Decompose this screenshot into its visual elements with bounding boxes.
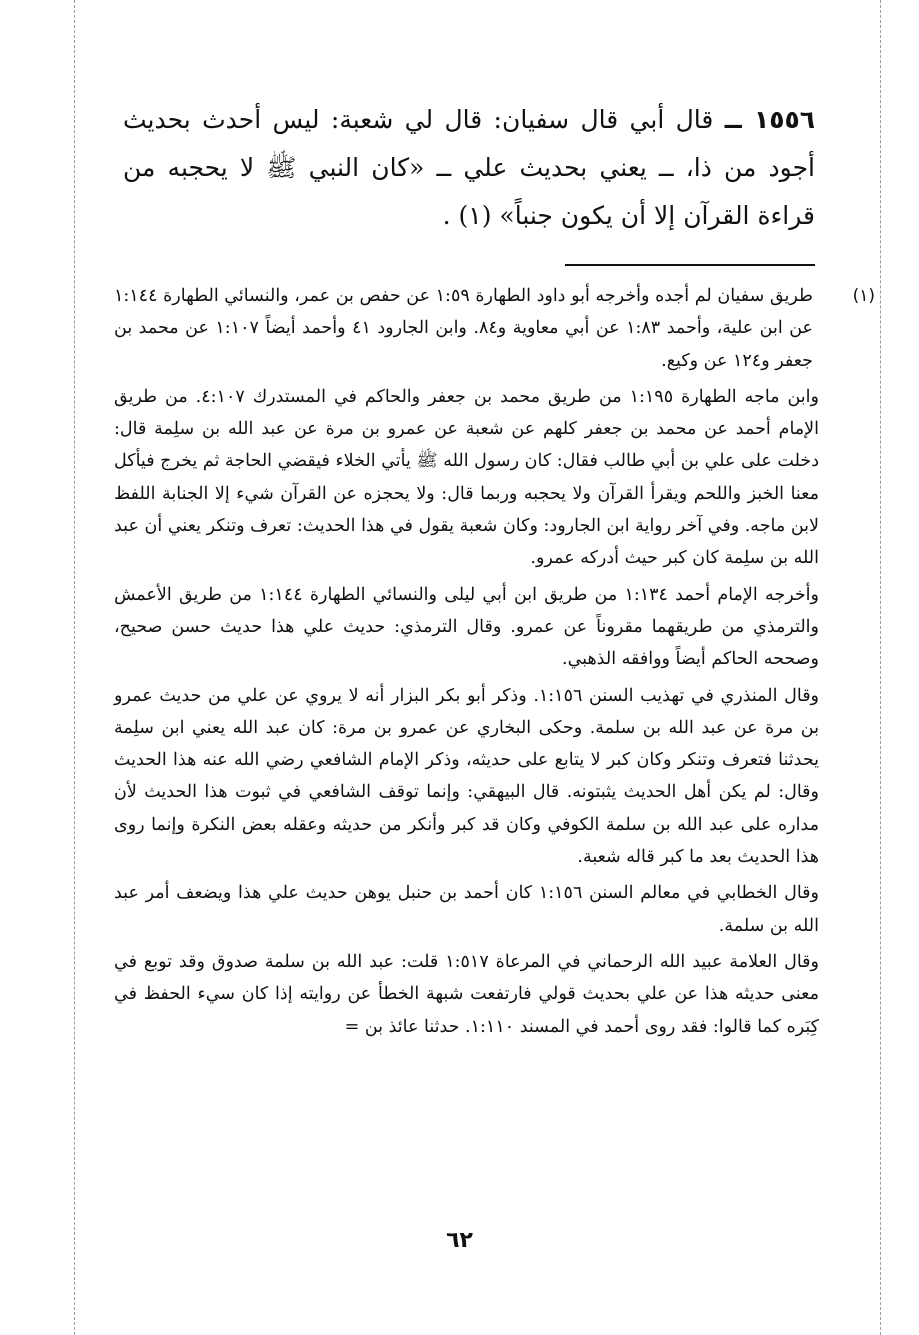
footnote-marker: (١)	[852, 286, 875, 306]
footnote-paragraph: وقال الخطابي في معالم السنن ١:١٥٦ كان أحمد بن حنبل يوهن حديث علي هذا ويضعف أمر عبد الله بن سلمة.	[114, 883, 819, 936]
perforation-line-left	[74, 0, 75, 1335]
footnote-text: طريق سفيان لم أجده وأخرجه أبو داود الطهارة ١:٥٩ عن حفص بن عمر، والنسائي الطهارة ١:١٤٤ عن ابن علية، وأحمد ١:٨٣ عن أبي معاوية و٨٤. وابن الجارود ٤١ وأحمد أيضاً ١:١٠٧ عن محمد بن جعفر و١٢٤ عن وكيع.	[114, 286, 813, 371]
hadith-paragraph	[123, 96, 815, 240]
footnotes-section	[114, 280, 875, 1047]
footnote-paragraph	[114, 280, 875, 377]
hadith-number: ١٥٥٦ ــ	[724, 105, 816, 134]
footnote-separator	[565, 264, 815, 266]
perforation-line-right	[880, 0, 881, 1335]
footnote-paragraph: وقال العلامة عبيد الله الرحماني في المرعاة ١:٥١٧ قلت: عبد الله بن سلمة صدوق وقد توبع في معنى حديثه هذا عن علي بحديث قولي فارتفعت شبهة الخطأ عن روايته إذا كان سيء الحفظ في كِبَره كما قالوا: فقد روى أحمد في المسند ١:١١٠. حدثنا عائذ بن =	[114, 951, 819, 1037]
footnote-paragraph: وأخرجه الإمام أحمد ١:١٣٤ من طريق ابن أبي ليلى والنسائي الطهارة ١:١٤٤ من طريق الأعمش والترمذي من طريقهما مقروناً عن عمرو. وقال الترمذي: حديث علي هذا حديث حسن صحيح، وصححه الحاكم أيضاً ووافقه الذهبي.	[114, 584, 819, 670]
hadith-text: قال أبي قال سفيان: قال لي شعبة: ليس أحدث بحديث أجود من ذا، ــ يعني بحديث علي ــ «كان النبي ﷺ لا يحجبه من قراءة القرآن إلا أن يكون جنباً» (١) .	[123, 105, 816, 230]
footnote-paragraph: وقال المنذري في تهذيب السنن ١:١٥٦. وذكر أبو بكر البزار أنه لا يروي عن علي من حديث عمرو بن مرة عن عبد الله بن سلمة. وحكى البخاري عن عمرو بن مرة: كان عبد الله يعني ابن سلِمة يحدثنا فتعرف وتنكر وكان كبر لا يتابع على حديثه، وذكر الإمام الشافعي رضي الله عنه هذا الحديث وقال: لم يكن أهل الحديث يثبتونه. قال البيهقي: وإنما توقف الشافعي في ثبوت هذا الحديث لأن مداره على عبد الله بن سلمة الكوفي وكان قد كبر وأنكر من حديثه وعقله بعض النكرة وإنما روى هذا الحديث بعد ما كبر قاله شعبة.	[114, 685, 820, 868]
footnote-paragraph: وابن ماجه الطهارة ١:١٩٥ من طريق محمد بن جعفر والحاكم في المستدرك ٤:١٠٧. من طريق الإمام أحمد عن محمد بن جعفر كلهم عن شعبة عن عمرو بن مرة عن عبد الله بن سلِمة قال: دخلت على علي بن أبي طالب فقال: كان رسول الله ﷺ يأتي الخلاء فيقضي الحاجة ثم يخرج فيأكل معنا الخبز واللحم ويقرأ القرآن ولا يحجبه وربما قال: ولا يحجزه عن القرآن شيء إلا الجنابة اللفظ لابن ماجه. وفي آخر رواية ابن الجارود: وكان شعبة يقول في هذا الحديث: تعرف وتنكر يعني أن عبد الله بن سلِمة كان كبر حيث أدركه عمرو.	[114, 386, 819, 569]
page-number: ٦٢	[446, 1228, 473, 1253]
